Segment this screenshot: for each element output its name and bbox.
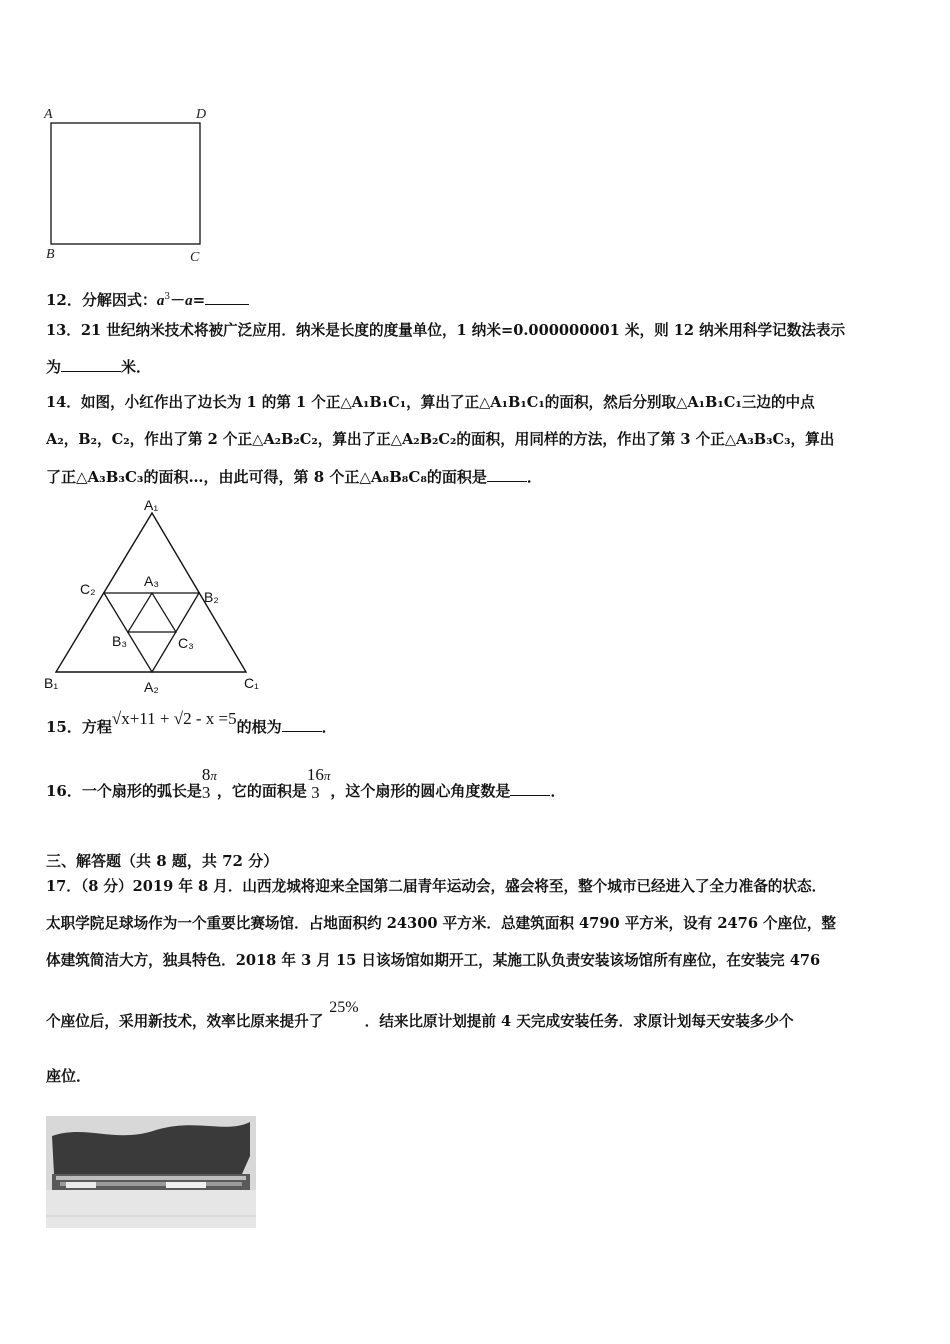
q12-equals: =: [192, 291, 206, 309]
q16-prefix: 16．一个扇形的弧长是: [46, 782, 202, 800]
q15-suffix: 的根为: [236, 718, 282, 736]
q12-var-a: a: [156, 293, 165, 309]
q16-frac1-den: 3: [201, 783, 211, 802]
label-c1: C₁: [244, 675, 259, 691]
label-d: D: [196, 107, 207, 122]
label-b3: B₃: [112, 633, 128, 649]
question-14-line-2: A₂，B₂，C₂，作出了第 2 个正△A₂B₂C₂，算出了正△A₂B₂C₂的面积，用同样的方法，作出了第 3 个正△A₃B₃C₃，算出: [46, 431, 835, 448]
q17-percent: 25%: [329, 999, 359, 1016]
q15-equation: √x+11 + √2 - x =5: [111, 709, 237, 728]
rectangle-figure: [40, 104, 220, 264]
q16-frac2-den: 3: [311, 783, 320, 802]
q12-text: 12．分解因式：: [46, 291, 157, 309]
q16-suffix: ，这个扇形的圆心角度数是: [330, 782, 511, 800]
q16-pi-1: π: [210, 768, 217, 783]
question-13-line-1: 13．21 世纪纳米技术将被广泛应用．纳米是长度的度量单位，1 纳米=0.000000001 米，则 12 纳米用科学记数法表示: [46, 322, 846, 339]
stadium-photo: [46, 1116, 256, 1228]
label-b: B: [46, 247, 55, 262]
question-17-line-3: 体建筑简洁大方，独具特色．2018 年 3 月 15 日该场馆如期开工，某施工队负责安装该场馆所有座位，在安装完 476: [46, 952, 821, 969]
section-title: 三、解答题（共 8 题，共 72 分）: [46, 852, 279, 870]
question-17-line-5: 座位．: [46, 1067, 92, 1085]
q16-middle: ，它的面积是: [216, 782, 307, 800]
q16-end: ．: [550, 782, 566, 800]
q17-line4-rest: ．结来比原计划提前 4 天完成安装任务．求原计划每天安装多少个: [364, 1013, 794, 1030]
question-14-line-1: 14．如图，小红作出了边长为 1 的第 1 个正△A₁B₁C₁，算出了正△A₁B₁C₁的面积，然后分别取△A₁B₁C₁三边的中点: [46, 394, 815, 411]
label-c2: C₂: [80, 581, 96, 597]
question-15: [46, 709, 337, 740]
question-16: [46, 766, 565, 817]
answer-blank[interactable]: [487, 467, 527, 482]
q16-pi-2: π: [323, 768, 331, 783]
label-b2: B₂: [204, 589, 219, 605]
q14-line3-text: 了正△A₃B₃C₃的面积…，由此可得，第 8 个正△A₈B₈C₈的面积是: [46, 468, 487, 486]
fraction-area: [307, 766, 324, 802]
answer-blank[interactable]: [205, 290, 249, 305]
answer-blank[interactable]: [282, 717, 322, 732]
q15-prefix: 15．方程: [46, 718, 112, 736]
label-c: C: [190, 250, 200, 264]
q16-frac2-num: 16: [306, 765, 324, 784]
q16-frac1-num: 8: [201, 765, 211, 784]
nested-triangles-figure: [40, 496, 270, 698]
q12-var-a2: a: [185, 293, 193, 309]
question-12: [46, 287, 249, 311]
q14-line3-end: ．: [526, 468, 542, 486]
answer-blank[interactable]: [61, 357, 121, 372]
question-14-line-3: [46, 467, 542, 487]
q17-line4-text: 个座位后，采用新技术，效率比原来提升了: [46, 1013, 324, 1030]
question-17-line-2: 太职学院足球场作为一个重要比赛场馆．占地面积约 24300 平方米．总建筑面积 4790 平方米，设有 2476 个座位，整: [46, 915, 837, 932]
label-b1: B₁: [44, 675, 59, 691]
question-13-line-2: [46, 357, 151, 377]
q12-exponent: 3: [164, 292, 171, 302]
label-a2: A₂: [144, 679, 159, 695]
question-17-line-4: [46, 999, 794, 1032]
q13-prefix: 为: [46, 358, 62, 376]
q12-minus: －: [170, 291, 186, 309]
answer-blank[interactable]: [510, 781, 550, 796]
label-a: A: [44, 107, 53, 122]
label-c3: C₃: [178, 635, 194, 651]
label-a1: A₁: [144, 497, 159, 513]
q13-suffix: 米．: [121, 358, 152, 376]
label-a3: A₃: [144, 573, 160, 589]
q15-end: ．: [321, 718, 337, 736]
question-17-line-1: 17．（8 分）2019 年 8 月．山西龙城将迎来全国第二届青年运动会，盛会将至，整个城市已经进入了全力准备的状态．: [46, 878, 827, 895]
